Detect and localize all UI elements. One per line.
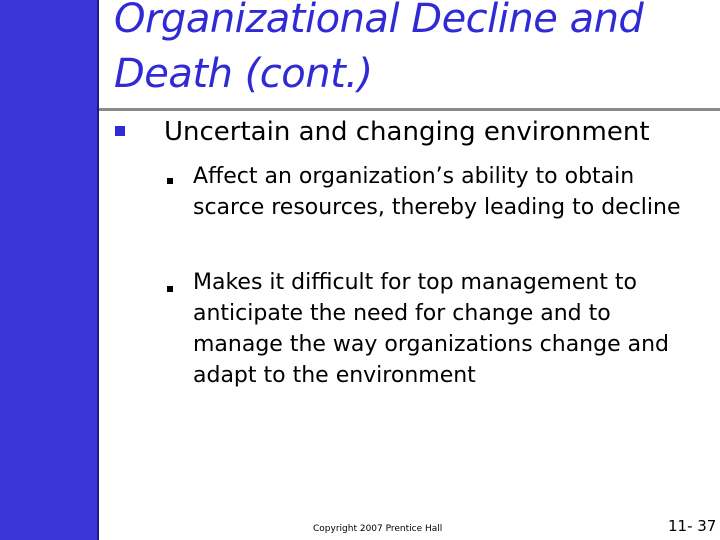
sidebar-band xyxy=(0,0,97,540)
slide-number: 11- 37 xyxy=(668,517,717,535)
square-bullet-icon xyxy=(115,126,125,136)
title-divider xyxy=(99,108,720,111)
sub-bullet-text-2: Makes it difficult for top management to anticipate the need for change and to manage the way organizations change and adapt to the environment xyxy=(193,270,670,388)
sub-bullet-text-1: Affect an organization’s ability to obtain scarce resources, thereby leading to decline xyxy=(193,164,681,220)
sub-bullet-icon xyxy=(167,178,173,184)
sub-bullet-icon xyxy=(167,286,173,292)
sidebar-edge xyxy=(97,0,99,540)
slide-title: Organizational Decline and Death (cont.) xyxy=(114,0,644,97)
footer-copyright: Copyright 2007 Prentice Hall xyxy=(313,524,443,534)
main-bullet-text: Uncertain and changing environment xyxy=(164,117,650,147)
